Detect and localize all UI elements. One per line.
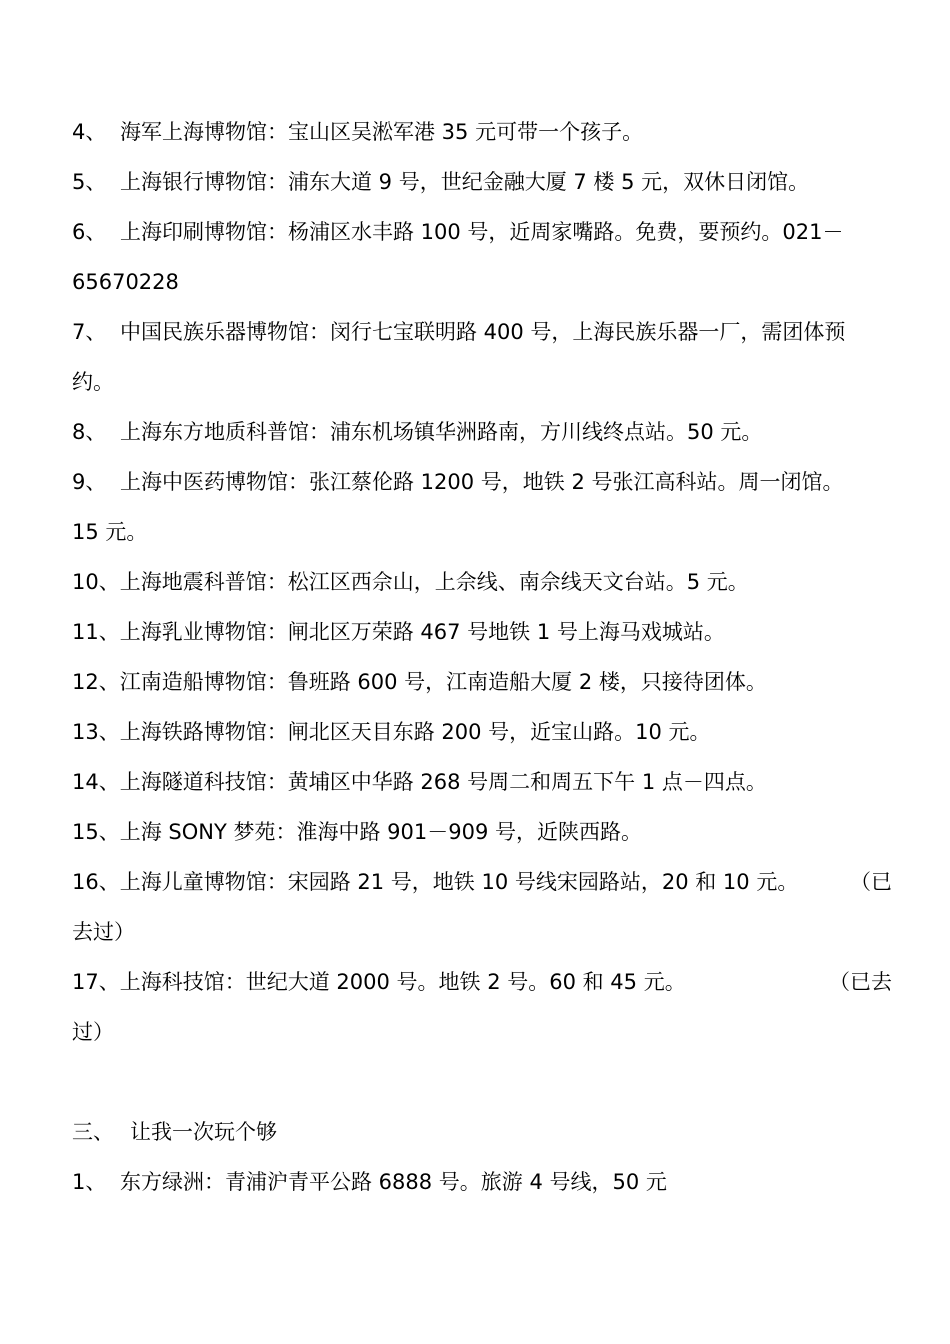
item-text: 中国民族乐器博物馆：闵行七宝联明路 400 号，上海民族乐器一厂，需团体预 xyxy=(120,320,846,344)
item-continuation: 约。 xyxy=(72,370,114,394)
visited-note: （已去 xyxy=(829,970,892,994)
blank-line xyxy=(72,1057,892,1107)
list-item-6 xyxy=(72,207,892,307)
section3-list-item-1 xyxy=(72,1157,892,1207)
item-number: 7、 xyxy=(72,320,107,344)
section-number: 三、 xyxy=(72,1120,114,1144)
list-item-16 xyxy=(72,857,892,957)
item-number: 5、 xyxy=(72,170,107,194)
document-body xyxy=(72,107,892,1207)
list-item-5 xyxy=(72,157,892,207)
item-continuation: 15 元。 xyxy=(72,520,148,544)
list-item-12: 12、江南造船博物馆：鲁班路 600 号，江南造船大厦 2 楼，只接待团体。 xyxy=(72,670,767,694)
item-number: 4、 xyxy=(72,120,107,144)
item-text: 东方绿洲：青浦沪青平公路 6888 号。旅游 4 号线，50 元 xyxy=(120,1170,667,1194)
section-title: 让我一次玩个够 xyxy=(130,1120,277,1144)
item-number: 6、 xyxy=(72,220,107,244)
item-continuation: 去过） xyxy=(72,920,135,944)
item-line xyxy=(72,207,892,257)
list-item-10: 10、上海地震科普馆：松江区西佘山，上佘线、南佘线天文台站。5 元。 xyxy=(72,570,749,594)
item-text: 16、上海儿童博物馆：宋园路 21 号，地铁 10 号线宋园路站，20 和 10 元。 xyxy=(72,870,799,894)
item-number: 8、 xyxy=(72,420,107,444)
item-number: 1、 xyxy=(72,1170,107,1194)
item-continuation: 过） xyxy=(72,1020,114,1044)
list-item-15: 15、上海 SONY 梦苑：淮海中路 901－909 号，近陕西路。 xyxy=(72,820,642,844)
section-heading-3 xyxy=(72,1107,892,1157)
item-number: 9、 xyxy=(72,470,107,494)
visited-note: （已 xyxy=(850,870,892,894)
item-text: 上海印刷博物馆：杨浦区水丰路 100 号，近周家嘴路。免费，要预约。021－ xyxy=(120,220,844,244)
item-line xyxy=(72,957,892,1007)
list-item-4 xyxy=(72,107,892,157)
item-text: 17、上海科技馆：世纪大道 2000 号。地铁 2 号。60 和 45 元。 xyxy=(72,970,686,994)
list-item-14: 14、上海隧道科技馆：黄埔区中华路 268 号周二和周五下午 1 点－四点。 xyxy=(72,770,767,794)
list-item-7 xyxy=(72,307,892,407)
list-item-13: 13、上海铁路博物馆：闸北区天目东路 200 号，近宝山路。10 元。 xyxy=(72,720,711,744)
item-text: 上海东方地质科普馆：浦东机场镇华洲路南，方川线终点站。50 元。 xyxy=(120,420,763,444)
list-item-11: 11、上海乳业博物馆：闸北区万荣路 467 号地铁 1 号上海马戏城站。 xyxy=(72,620,725,644)
list-item-17 xyxy=(72,957,892,1057)
item-line xyxy=(72,857,892,907)
item-text: 上海中医药博物馆：张江蔡伦路 1200 号，地铁 2 号张江高科站。周一闭馆。 xyxy=(120,470,844,494)
list-item-9 xyxy=(72,457,892,557)
item-text: 海军上海博物馆：宝山区吴淞军港 35 元可带一个孩子。 xyxy=(120,120,644,144)
list-item-8 xyxy=(72,407,892,457)
item-line xyxy=(72,307,892,357)
item-line xyxy=(72,457,892,507)
item-continuation: 65670228 xyxy=(72,270,179,294)
item-text: 上海银行博物馆：浦东大道 9 号，世纪金融大厦 7 楼 5 元，双休日闭馆。 xyxy=(120,170,810,194)
